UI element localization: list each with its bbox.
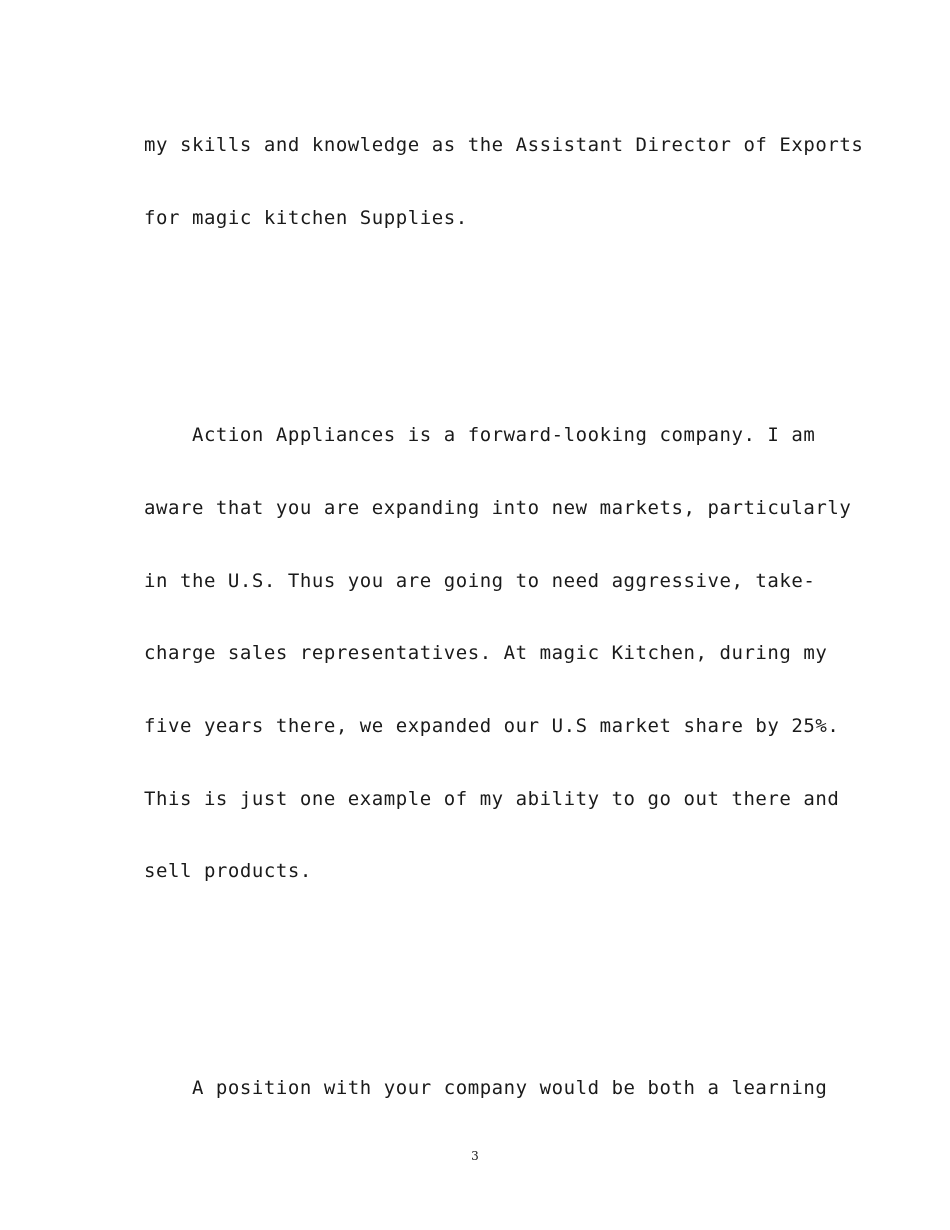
text-line: This is just one example of my ability to go out there and (144, 788, 840, 810)
text-line: for magic kitchen Supplies. (144, 207, 468, 229)
text-line: five years there, we expanded our U.S market share by 25%. (144, 715, 840, 737)
text-line: Action Appliances is a forward-looking company. I am (144, 424, 816, 446)
text-line: my skills and knowledge as the Assistant Director of Exports (144, 134, 864, 156)
text-line: charge sales representatives. At magic Kitchen, during my (144, 642, 828, 664)
text-line: in the U.S. Thus you are going to need aggressive, take- (144, 570, 816, 592)
text-line: sell products. (144, 860, 312, 882)
text-line: A position with your company would be both a learning (144, 1077, 828, 1099)
text-line: aware that you are expanding into new markets, particularly (144, 497, 852, 519)
page-number: 3 (471, 1149, 479, 1163)
